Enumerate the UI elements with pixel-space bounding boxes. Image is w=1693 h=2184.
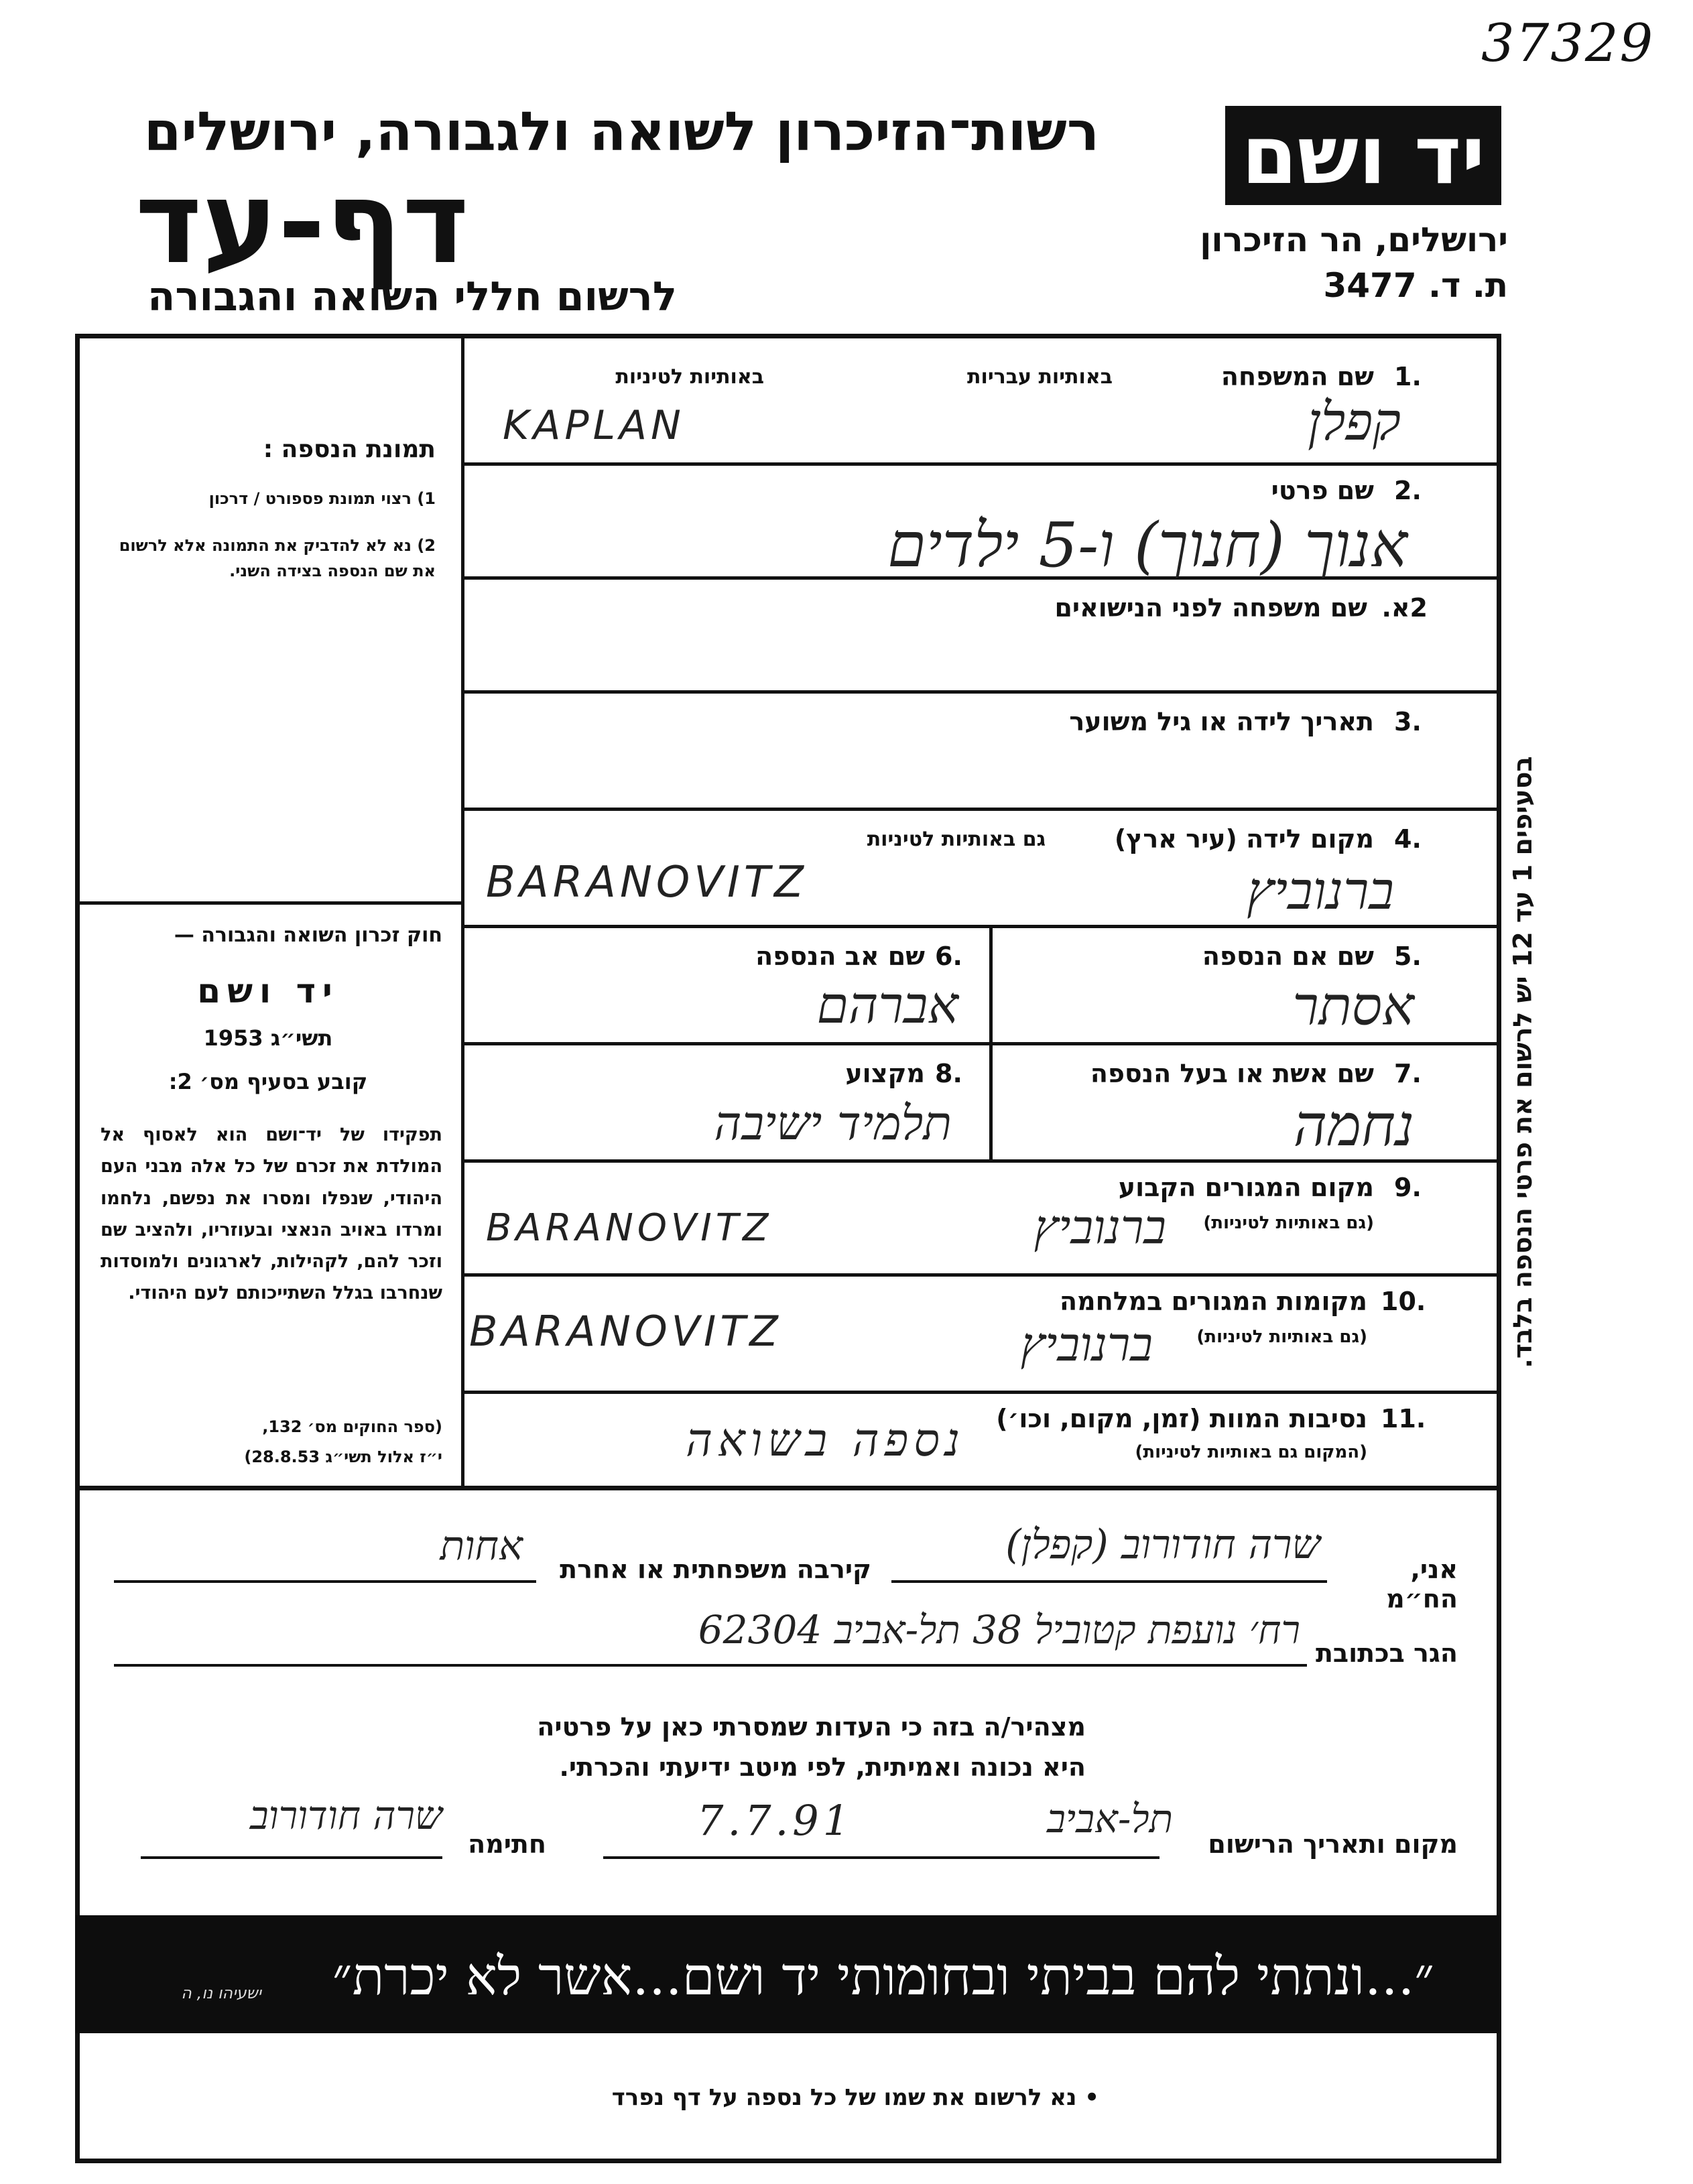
footer-note: • נא לרשום את שמו של כל נספה על דף נפרד	[611, 2084, 1099, 2111]
field-4-latin-hint: גם באותיות לטיניות	[867, 828, 1046, 851]
relation-value[interactable]: אחות	[440, 1523, 523, 1569]
field-5-number: 5.	[1394, 942, 1422, 971]
field-2-label: שם פרטי	[1271, 476, 1374, 505]
field-7-number: 7.	[1394, 1059, 1422, 1088]
motto-source: ישעיהו נו, ה	[181, 1984, 261, 2002]
field-2a-number: 2א.	[1381, 593, 1428, 623]
law-text: תפקידו של יד־ושם הוא לאסוף אל המולדת את זכרם של כל אלה מבני העם היהודי, שנפלו ומסרו את נפשם, נלחמו ומרדו באויב הנאצי ובעוזריו, ולהציב שם וזכר להם, לקהילות, לארגונים ולמוסדות שנחרבו בגלל השתייכותם לעם היהודי.	[101, 1125, 442, 1304]
row-separator	[462, 1391, 1498, 1394]
law-reference-1: (ספר החוקים מס׳ 132,	[262, 1417, 442, 1436]
field-7-label: שם אשת או בעל הנספה	[1090, 1059, 1374, 1088]
field-1-hebrew-hint: באותיות עבריות	[967, 365, 1113, 389]
row-separator	[462, 925, 1498, 928]
address-value[interactable]: רח׳ נועפת קטוביל 38 תל-אביב 62304	[698, 1607, 1300, 1653]
yad-vashem-logo: יד ושם	[1225, 106, 1501, 205]
relation-label: קירבה משפחתית או אחרת	[560, 1555, 871, 1584]
date-value[interactable]: 7.7.91	[697, 1796, 854, 1845]
field-3-label: תאריך לידה או גיל משוער	[1069, 707, 1374, 736]
field-9-number: 9.	[1394, 1173, 1422, 1202]
field-6-number: 6.	[935, 942, 962, 971]
field-10-number: 10.	[1381, 1287, 1426, 1316]
address-label: הגר בכתובת	[1315, 1639, 1458, 1668]
photo-section-title: תמונת הנספה :	[263, 436, 436, 463]
field-6-label: שם אב הנספה	[755, 942, 925, 971]
field-11-label: נסיבות המוות (זמן, מקום, וכו׳)	[996, 1404, 1367, 1433]
field-4-label: מקום לידה (עיר ארץ)	[1114, 824, 1374, 854]
field-4-latin-value[interactable]: BARANOVITZ	[486, 858, 808, 907]
declarant-name-value[interactable]: שרה חודורוב (קפלן)	[1005, 1521, 1320, 1568]
field-10-latin-value[interactable]: BARANOVITZ	[469, 1307, 782, 1356]
photo-instruction-2: 2) נא לא להדביק את התמונה אלא לרשום את שם הנספה בצידה השני.	[119, 536, 436, 581]
field-4-hebrew-value[interactable]: ברנוביץ	[1247, 861, 1394, 921]
field-1-latin-hint: באותיות לטיניות	[615, 365, 764, 389]
field-6-value[interactable]: אברהם	[816, 975, 958, 1035]
law-name: יד ושם	[197, 972, 339, 1011]
field-9-hint: (גם באותיות לטיניות)	[1203, 1213, 1374, 1233]
field-11-value[interactable]: נספה בשואה	[686, 1414, 965, 1467]
column-separator	[989, 926, 993, 1161]
declarant-line	[891, 1580, 1327, 1583]
row-separator	[462, 1159, 1498, 1163]
field-1-latin-value[interactable]: KAPLAN	[503, 402, 685, 449]
statement-line-2: היא נכונה ואמיתית, לפי מיטב ידיעתי והכרתי.	[559, 1752, 1086, 1782]
field-10-label: מקומות המגורים במלחמה	[1059, 1287, 1367, 1316]
field-10-hint: (גם באותיות לטיניות)	[1196, 1327, 1367, 1347]
row-separator	[462, 1273, 1498, 1277]
law-title: חוק זכרון השואה והגבורה —	[174, 923, 442, 947]
address-line	[114, 1664, 1307, 1667]
place-date-line	[603, 1856, 1159, 1859]
law-year: תשי״ג 1953	[203, 1025, 333, 1051]
field-4-number: 4.	[1394, 824, 1422, 854]
field-2-number: 2.	[1394, 476, 1422, 505]
row-separator	[462, 1042, 1498, 1045]
address-line-2: ת. ד. 3477	[1323, 265, 1508, 305]
statement-line-1: מצהיר/ה בזה כי העדות שמסרתי כאן על פרטיה	[537, 1712, 1086, 1742]
field-8-value[interactable]: תלמיד ישיבה	[714, 1096, 952, 1151]
place-date-label: מקום ותאריך הרישום	[1208, 1829, 1458, 1859]
row-separator	[462, 462, 1498, 466]
motto-text: ״...ונתתי להם בביתי ובחומותי יד ושם...אשר לא יכרת״	[332, 1947, 1434, 2007]
place-value[interactable]: תל-אביב	[1046, 1796, 1173, 1842]
institution-address	[1193, 218, 1508, 308]
field-5-value[interactable]: אסתר	[1292, 975, 1414, 1037]
side-instruction: בסעיפים 1 עד 12 יש לרשום את פרטי הנספה בלבד.	[1508, 756, 1538, 1368]
declaration-separator	[78, 1486, 1498, 1490]
law-reference-2: י״ז אלול תשי״ג 28.8.53)	[244, 1448, 442, 1466]
field-5-label: שם אם הנספה	[1202, 942, 1374, 971]
signature-label: חתימה	[468, 1829, 546, 1859]
field-10-hebrew-value[interactable]: ברנוביץ	[1020, 1317, 1153, 1372]
row-separator	[462, 690, 1498, 694]
authority-name: רשות־הזיכרון לשואה ולגבורה, ירושלים	[143, 101, 1099, 163]
field-1-label: שם המשפחה	[1220, 362, 1374, 391]
sidebar-divider	[461, 336, 464, 1486]
field-1-number: 1.	[1394, 362, 1422, 391]
form-title: דף-עד	[135, 157, 469, 290]
field-2-value[interactable]: אנוך (חנוך) ו-5 ילדים	[887, 509, 1407, 581]
field-2a-label: שם משפחה לפני הנישואים	[1054, 593, 1367, 623]
field-7-value[interactable]: נחמה	[1293, 1092, 1414, 1159]
photo-instruction-1: 1) רצוי תמונת פספורט / דרכון	[208, 489, 436, 508]
field-9-label: מקום המגורים הקבוע	[1118, 1173, 1374, 1202]
form-subtitle: לרשום חללי השואה והגבורה	[147, 273, 677, 320]
signature-value[interactable]: שרה חודורוב	[249, 1793, 442, 1838]
relation-line	[114, 1580, 536, 1583]
archive-number: 37329	[1481, 13, 1655, 74]
row-separator	[462, 808, 1498, 811]
field-11-hint: (המקום גם באותיות לטיניות)	[1135, 1442, 1367, 1462]
address-line-1: ירושלים, הר הזיכרון	[1200, 220, 1508, 259]
field-11-number: 11.	[1381, 1404, 1426, 1433]
signature-line	[141, 1856, 442, 1859]
declarant-label: אני, הח״מ	[1386, 1555, 1458, 1614]
field-8-label: מקצוע	[845, 1059, 925, 1088]
field-3-number: 3.	[1394, 707, 1422, 736]
field-9-hebrew-value[interactable]: ברנוביץ	[1033, 1200, 1166, 1255]
field-8-number: 8.	[935, 1059, 962, 1088]
field-9-latin-value[interactable]: BARANOVITZ	[486, 1206, 773, 1250]
law-section: קובע בסעיף מס׳ 2:	[168, 1069, 368, 1094]
sidebar-separator	[78, 901, 462, 905]
field-1-hebrew-value[interactable]: קפלן	[1308, 392, 1401, 452]
